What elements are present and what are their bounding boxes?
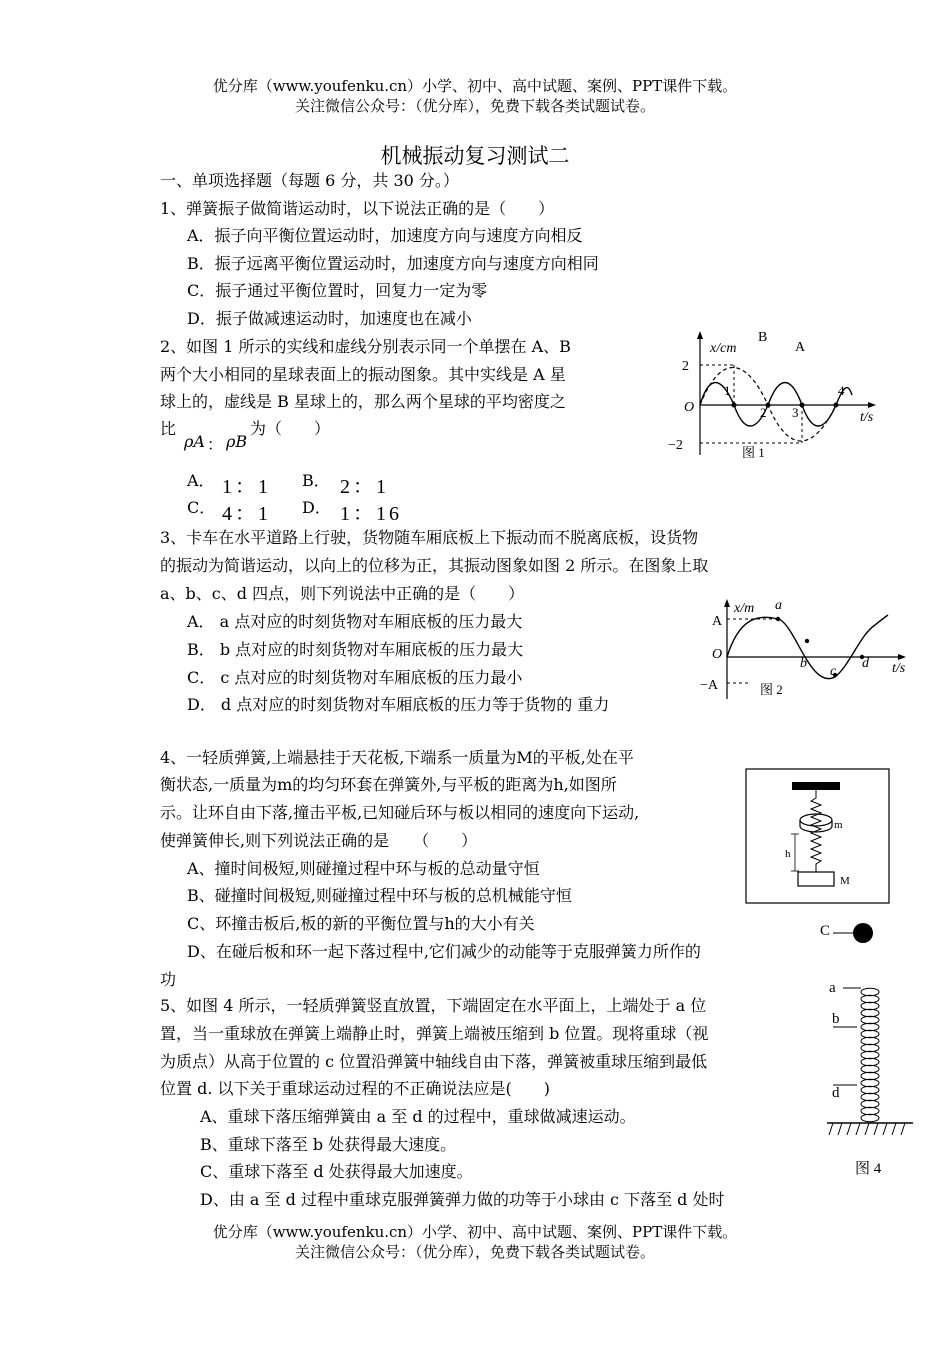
fig2-point-b-marker bbox=[805, 639, 809, 643]
fig4-label-b: b bbox=[832, 1011, 840, 1027]
fig4-label-d: d bbox=[832, 1085, 840, 1101]
q2-ratio-rho-b: ρB bbox=[226, 432, 248, 451]
fig1-y-neg: −2 bbox=[668, 438, 683, 453]
fig2-point-c: c bbox=[830, 664, 837, 679]
q5-option-d: D、由 a 至 d 过程中重球克服弹簧弹力做的功等于小球由 c 下落至 d 处时 bbox=[200, 1190, 725, 1209]
q4-option-b: B、碰撞时间极短,则碰撞过程中环与板的总机械能守恒 bbox=[187, 886, 572, 905]
q5-line-1: 5、如图 4 所示，一轻质弹簧竖直放置，下端固定在水平面上，上端处于 a 位 bbox=[160, 996, 707, 1015]
q2-option-a-value: 1：1 bbox=[222, 476, 271, 498]
q2-option-b-value: 2：1 bbox=[340, 476, 389, 498]
fig2-xlabel: t/s bbox=[892, 661, 906, 676]
fig3-plate bbox=[798, 872, 834, 886]
q2-line-4: 比 bbox=[160, 419, 177, 438]
q2-ratio-rho-a: ρA bbox=[184, 432, 205, 451]
fig4-label-c: C bbox=[820, 923, 831, 939]
q1-option-c: C．振子通过平衡位置时，回复力一定为零 bbox=[187, 281, 488, 300]
fig4-ball bbox=[853, 923, 873, 943]
fig4-label-a: a bbox=[829, 980, 836, 996]
q2-suffix: 为（ ） bbox=[250, 419, 331, 438]
header-line-2: 关注微信公众号：（优分库），免费下载各类试题试卷。 bbox=[294, 97, 655, 115]
fig4-ground-hatch bbox=[829, 1123, 905, 1135]
footer-line-2: 关注微信公众号：（优分库），免费下载各类试题试卷。 bbox=[294, 1243, 655, 1261]
fig1-curve-b-label: B bbox=[758, 330, 768, 345]
fig1-curve-a-solid bbox=[700, 383, 852, 427]
q5-line-4: 位置 d. 以下关于重球运动过程的不正确说法应是( ) bbox=[160, 1079, 550, 1098]
figure-spring-ring-plate bbox=[745, 768, 890, 904]
q3-line-3: a、b、c、d 四点，则下列说法中正确的是（ ） bbox=[160, 584, 525, 603]
q3-option-a: A． a 点对应的时刻货物对车厢底板的压力最大 bbox=[187, 612, 523, 631]
q2-option-d-label: D． bbox=[302, 498, 331, 517]
fig4-spring bbox=[861, 988, 879, 1122]
q3-option-c: C． c 点对应的时刻货物对车厢底板的压力最小 bbox=[187, 668, 523, 687]
fig1-point-1: 1 bbox=[724, 383, 731, 398]
fig1-x-arrow bbox=[868, 402, 876, 408]
fig3-height-label: h bbox=[785, 848, 791, 860]
fig4-caption: 图 4 bbox=[855, 1161, 882, 1177]
q3-line-2: 的振动为简谐运动，以向上的位移为正，其振动图象如图 2 所示。在图象上取 bbox=[160, 556, 709, 575]
q4-line-2: 衡状态,一质量为m的均匀环套在弹簧外,与平板的距离为h,如图所 bbox=[160, 775, 617, 794]
q2-option-c-value: 4：1 bbox=[222, 503, 271, 525]
q2-line-3: 球上的，虚线是 B 星球上的，那么两个星球的平均密度之 bbox=[160, 392, 566, 411]
q1-option-a: A．振子向平衡位置运动时，加速度方向与速度方向相反 bbox=[187, 226, 583, 245]
fig2-origin: O bbox=[712, 647, 723, 662]
q1-option-b: B．振子远离平衡位置运动时，加速度方向与速度方向相同 bbox=[187, 254, 599, 273]
q2-option-c-label: C． bbox=[187, 498, 216, 517]
q2-line-1: 2、如图 1 所示的实线和虚线分别表示同一个单摆在 A、B bbox=[160, 337, 571, 356]
fig1-curve-a-label: A bbox=[795, 340, 806, 355]
q1-stem: 1、弹簧振子做简谐运动时，以下说法正确的是（ ） bbox=[160, 199, 555, 218]
q4-option-c: C、环撞击板后,板的新的平衡位置与h的大小有关 bbox=[187, 914, 535, 933]
fig2-y-arrow bbox=[724, 599, 730, 607]
fig2-caption: 图 2 bbox=[760, 682, 783, 697]
fig1-point-2: 2 bbox=[760, 405, 767, 420]
q1-option-d: D．振子做减速运动时，加速度也在减小 bbox=[187, 309, 472, 328]
fig2-x-arrow bbox=[898, 654, 906, 660]
header-line-1: 优分库（www.youfenku.cn）小学、初中、高中试题、案例、PPT课件下载。 bbox=[212, 77, 738, 95]
q3-line-1: 3、卡车在水平道路上行驶，货物随车厢底板上下振动而不脱离底板，设货物 bbox=[160, 528, 699, 547]
q4-line-3: 示。让环自由下落,撞击平板,已知碰后环与板以相同的速度向下运动, bbox=[160, 803, 640, 822]
fig3-ring-label: m bbox=[834, 819, 843, 831]
fig1-ylabel: x/cm bbox=[710, 341, 737, 356]
fig1-xlabel: t/s bbox=[860, 410, 874, 425]
q5-line-2: 置，当一重球放在弹簧上端静止时，弹簧上端被压缩到 b 位置。现将重球（视 bbox=[160, 1024, 709, 1043]
fig1-point-4-marker bbox=[834, 403, 839, 408]
q5-line-3: 为质点）从高于位置的 c 位置沿弹簧中轴线自由下落，弹簧被重球压缩到最低 bbox=[160, 1052, 708, 1071]
fig1-caption: 图 1 bbox=[742, 445, 765, 460]
q4-option-d-cont: 功 bbox=[160, 970, 177, 989]
q4-option-a: A、撞时间极短,则碰撞过程中环与板的总动量守恒 bbox=[187, 859, 540, 878]
figure-2-cargo-vibration-graph bbox=[690, 595, 915, 705]
fig2-point-a: a bbox=[775, 598, 782, 613]
q2-option-a-label: A． bbox=[187, 471, 215, 490]
fig1-point-3-marker bbox=[800, 403, 805, 408]
fig1-point-1-marker bbox=[732, 403, 737, 408]
q5-option-b: B、重球下落至 b 处获得最大速度。 bbox=[200, 1135, 457, 1154]
page-title: 机械振动复习测试二 bbox=[380, 144, 570, 168]
q3-option-b: B． b 点对应的时刻货物对车厢底板的压力最大 bbox=[187, 640, 524, 659]
footer-line-1: 优分库（www.youfenku.cn）小学、初中、高中试题、案例、PPT课件下载。 bbox=[212, 1223, 738, 1241]
fig2-point-a-marker bbox=[776, 617, 780, 621]
q2-option-b-label: B． bbox=[302, 471, 330, 490]
fig2-ylabel: x/m bbox=[734, 601, 755, 616]
fig3-ring-top bbox=[800, 814, 832, 826]
q2-ratio-colon: ： bbox=[207, 435, 224, 454]
q2-line-2: 两个大小相同的星球表面上的振动图象。其中实线是 A 星 bbox=[160, 365, 566, 384]
fig1-y-pos: 2 bbox=[682, 359, 689, 374]
q5-option-a: A、重球下落压缩弹簧由 a 至 d 的过程中，重球做减速运动。 bbox=[200, 1107, 636, 1126]
fig1-point-3: 3 bbox=[792, 405, 799, 420]
figure-4-ball-spring bbox=[815, 915, 920, 1180]
fig3-ceiling bbox=[792, 782, 840, 790]
fig3-spring bbox=[811, 790, 821, 872]
figure-1-oscillation-graph bbox=[660, 325, 890, 465]
q3-option-d: D． d 点对应的时刻货物对车厢底板的压力等于货物的 重力 bbox=[187, 695, 610, 714]
q4-option-d: D、在碰后板和环一起下落过程中,它们减少的动能等于克服弹簧力所作的 bbox=[187, 942, 701, 961]
fig2-point-b: b bbox=[800, 656, 807, 671]
q2-option-d-value: 1：16 bbox=[340, 503, 402, 525]
fig2-y-pos: A bbox=[712, 614, 723, 629]
fig2-y-neg: −A bbox=[700, 678, 719, 693]
fig1-y-arrow bbox=[697, 331, 703, 339]
fig1-point-4: 4 bbox=[838, 383, 845, 398]
fig3-plate-label: M bbox=[840, 875, 850, 887]
q4-line-1: 4、一轻质弹簧,上端悬挂于天花板,下端系一质量为M的平板,处在平 bbox=[160, 748, 634, 767]
fig2-point-d: d bbox=[862, 656, 869, 671]
fig1-origin: O bbox=[684, 400, 695, 415]
q4-line-4: 使弹簧伸长,则下列说法正确的是 （ ） bbox=[160, 831, 478, 850]
q5-option-c: C、重球下落至 d 处获得最大加速度。 bbox=[200, 1162, 473, 1181]
section-heading: 一、单项选择题（每题 6 分，共 30 分。） bbox=[160, 171, 459, 190]
